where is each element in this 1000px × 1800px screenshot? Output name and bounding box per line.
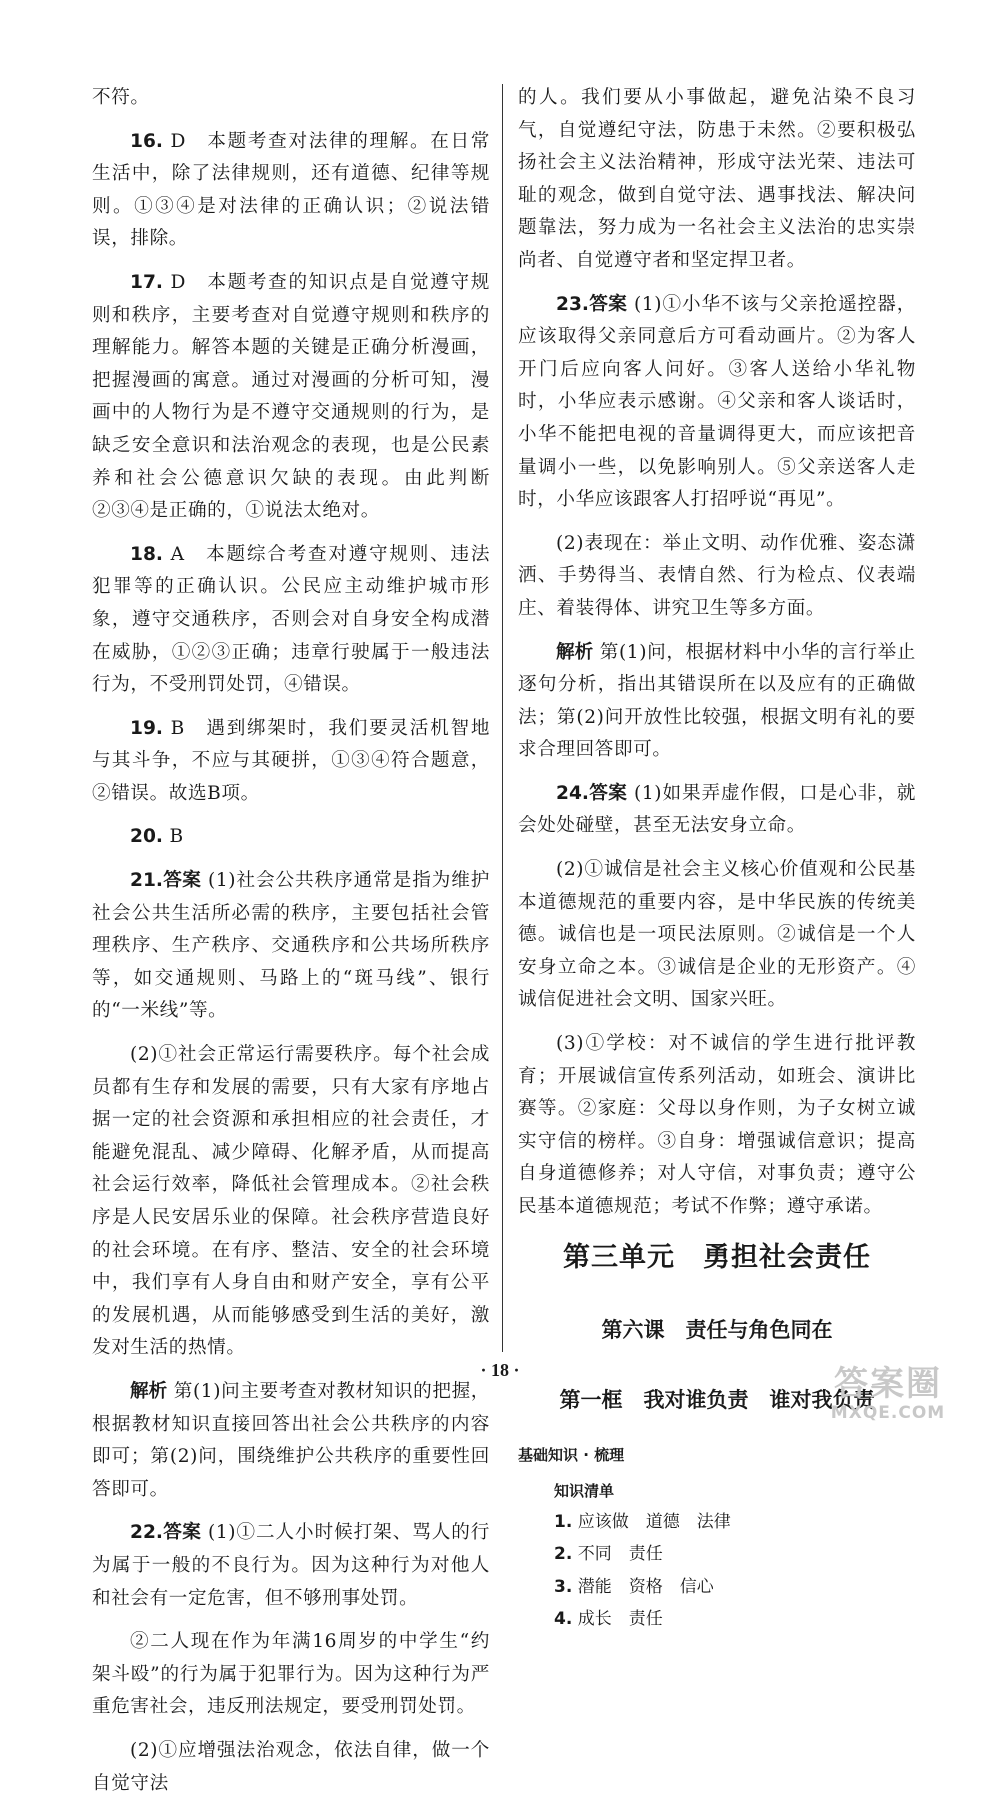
paragraph [92, 82, 490, 115]
paragraph [92, 267, 490, 528]
paragraph [518, 82, 916, 278]
paragraph-text: B [169, 826, 184, 848]
list-number: 4. [554, 1609, 573, 1630]
list-item [518, 1506, 916, 1539]
list-text: 应该做 道德 法律 [572, 1511, 731, 1532]
list-item [518, 1571, 916, 1604]
list-item [518, 1538, 916, 1571]
paragraph [92, 1626, 490, 1724]
paragraph-text: 的人。我们要从小事做起，避免沾染不良习气，自觉遵纪守法，防患于未然。②要积极弘扬社会主义法治精神，形成守法光荣、违法可耻的观念，做到自觉守法、遇事找法、解决问题靠法，努力成为一名社会主义法治的忠实崇尚者、自觉遵守者和坚定捍卫者。 [518, 87, 916, 271]
answer-key-label: 23.答案 [556, 293, 628, 315]
paragraph-text: D 本题考查的知识点是自觉遵守规则和秩序，主要考查对自觉遵守规则和秩序的理解能力。解答本题的关键是正确分析漫画，把握漫画的寓意。通过对漫画的分析可知，漫画中的人物行为是不遵守交通规则的行为，是缺乏安全意识和法治观念的表现，也是公民素养和社会公德意识欠缺的表现。由此判断②③④是正确的，①说法太绝对。 [92, 271, 491, 522]
paragraph-text: (3)①学校：对不诚信的学生进行批评教育；开展诚信宣传系列活动，如班会、演讲比赛等。②家庭：父母以身作则，为子女树立诚实守信的榜样。③自身：增强诚信意识；提高自身道德修养；对人守信，对事负责；遵守公民基本道德规范；考试不作弊；遵守承诺。 [518, 1033, 916, 1217]
paragraph [518, 854, 916, 1017]
paragraph [92, 1039, 490, 1365]
paragraph [518, 289, 916, 517]
paragraph-text: (1)①二人小时候打架、骂人的行为属于一般的不良行为。因为这种行为对他人和社会有一定危害，但不够刑事处罚。 [92, 1522, 490, 1609]
left-column [92, 82, 490, 1800]
paragraph-text: (1)如果弄虚作假，口是心非，就会处处碰壁，甚至无法安身立命。 [518, 782, 916, 837]
column-divider [502, 84, 503, 1352]
paragraph-text: 第(1)问主要考查对教材知识的把握，根据教材知识直接回答出社会公共秩序的内容即可；第(2)问，围绕维护公共秩序的重要性回答即可。 [92, 1380, 490, 1500]
answer-key-label: 18. [130, 543, 163, 565]
frame-title: 第一框 我对谁负责 谁对我负责 [559, 1387, 875, 1412]
answer-key-label: 解析 [130, 1380, 168, 1402]
paragraph [92, 865, 490, 1028]
answer-key-label: 17. [130, 271, 163, 293]
sub-heading: 知识清单 [554, 1481, 615, 1500]
paragraph [92, 821, 490, 854]
paragraph-text: D 本题考查对法律的理解。在日常生活中，除了法律规则，还有道德、纪律等规则。①③④是对法律的正确认识；②说法错误，排除。 [92, 130, 491, 250]
list-number: 3. [554, 1576, 573, 1597]
paragraph-text: A 本题综合考查对遵守规则、违法犯罪等的正确认识。公民应主动维护城市形象，遵守交通秩序，否则会对自身安全构成潜在威胁，①②③正确；违章行驶属于一般违法行为，不受刑罚处罚，④错误。 [92, 543, 491, 696]
answer-key-label: 22.答案 [130, 1522, 202, 1544]
paragraph [518, 528, 916, 626]
list-number: 2. [554, 1544, 573, 1565]
paragraph-text: (1)社会公共秩序通常是指为维护社会公共生活所必需的秩序，主要包括社会管理秩序、生产秩序、交通秩序和公共场所秩序等，如交通规则、马路上的“斑马线”、银行的“一米线”等。 [92, 870, 490, 1022]
paragraph [92, 1735, 490, 1800]
list-number: 1. [554, 1511, 573, 1532]
watermark-url: MXQE.COM [830, 1403, 946, 1423]
list-text: 不同 责任 [572, 1544, 663, 1565]
paragraph-text: 第(1)问，根据材料中小华的言行举止逐句分析，指出其错误所在以及应有的正确做法；第(2)问开放性比较强，根据文明有礼的要求合理回答即可。 [518, 641, 916, 761]
lesson-title: 第六课 责任与角色同在 [601, 1317, 833, 1342]
list-text: 潜能 资格 信心 [572, 1576, 714, 1597]
section-heading: 基础知识 · 梳理 [518, 1445, 625, 1464]
paragraph-text: (2)①诚信是社会主义核心价值观和公民基本道德规范的重要内容，是中华民族的传统美德。诚信也是一项民法原则。②诚信是一个人安身立命之本。③诚信是企业的无形资产。④诚信促进社会文明、国家兴旺。 [518, 859, 916, 1011]
unit-title: 第三单元 勇担社会责任 [563, 1241, 871, 1273]
paragraph [518, 778, 916, 843]
paragraph-text: (2)①社会正常运行需要秩序。每个社会成员都有生存和发展的需要，只有大家有序地占据一定的社会资源和承担相应的社会责任，才能避免混乱、减少障碍、化解矛盾，从而提高社会运行效率，降低社会管理成本。②社会秩序是人民安居乐业的保障。社会秩序营造良好的社会环境。在有序、整洁、安全的社会环境中，我们享有人身自由和财产安全，享有公平的发展机遇，从而能够感受到生活的美好，激发对生活的热情。 [92, 1044, 490, 1359]
answer-key-label: 21.答案 [130, 870, 202, 892]
paragraph [92, 539, 490, 702]
paragraph-text: (1)①小华不该与父亲抢遥控器，应该取得父亲同意后方可看动画片。②为客人开门后应向客人问好。③客人送给小华礼物时，小华应表示感谢。④父亲和客人谈话时，小华不能把电视的音量调得更大，而应该把音量调小一些，以免影响别人。⑤父亲送客人走时，小华应该跟客人打招呼说“再见”。 [518, 293, 916, 511]
answer-key-label: 19. [130, 717, 163, 739]
paragraph [92, 1517, 490, 1615]
paragraph [518, 637, 916, 767]
paragraph-text: (2)表现在：举止文明、动作优雅、姿态潇洒、手势得当、表情自然、行为检点、仪表端庄、着装得体、讲究卫生等多方面。 [518, 532, 916, 619]
paragraph-text: 不符。 [92, 87, 150, 108]
paragraph-text: ②二人现在作为年满16周岁的中学生“约架斗殴”的行为属于犯罪行为。因为这种行为严重危害社会，违反刑法规定，要受刑罚处罚。 [92, 1631, 490, 1718]
answer-key-label: 16. [130, 130, 163, 152]
answer-key-label: 24.答案 [556, 782, 628, 804]
watermark-text: 答案圈 [834, 1364, 942, 1404]
list-item [518, 1603, 916, 1636]
paragraph-text: (2)①应增强法治观念，依法自律，做一个自觉守法 [92, 1739, 490, 1794]
right-column-text [518, 82, 916, 1224]
list-text: 成长 责任 [572, 1609, 663, 1630]
answer-key-label: 20. [130, 826, 163, 848]
paragraph [92, 1376, 490, 1506]
paragraph [92, 713, 490, 811]
page-number: · 18 · [480, 1360, 520, 1380]
watermark-logo [798, 1365, 978, 1427]
knowledge-list [518, 1506, 916, 1636]
paragraph [518, 1028, 916, 1224]
answer-key-label: 解析 [556, 641, 594, 663]
paragraph [92, 126, 490, 256]
paragraph-text: B 遇到绑架时，我们要灵活机智地与其斗争，不应与其硬拼，①③④符合题意，②错误。故选B项。 [92, 717, 491, 804]
